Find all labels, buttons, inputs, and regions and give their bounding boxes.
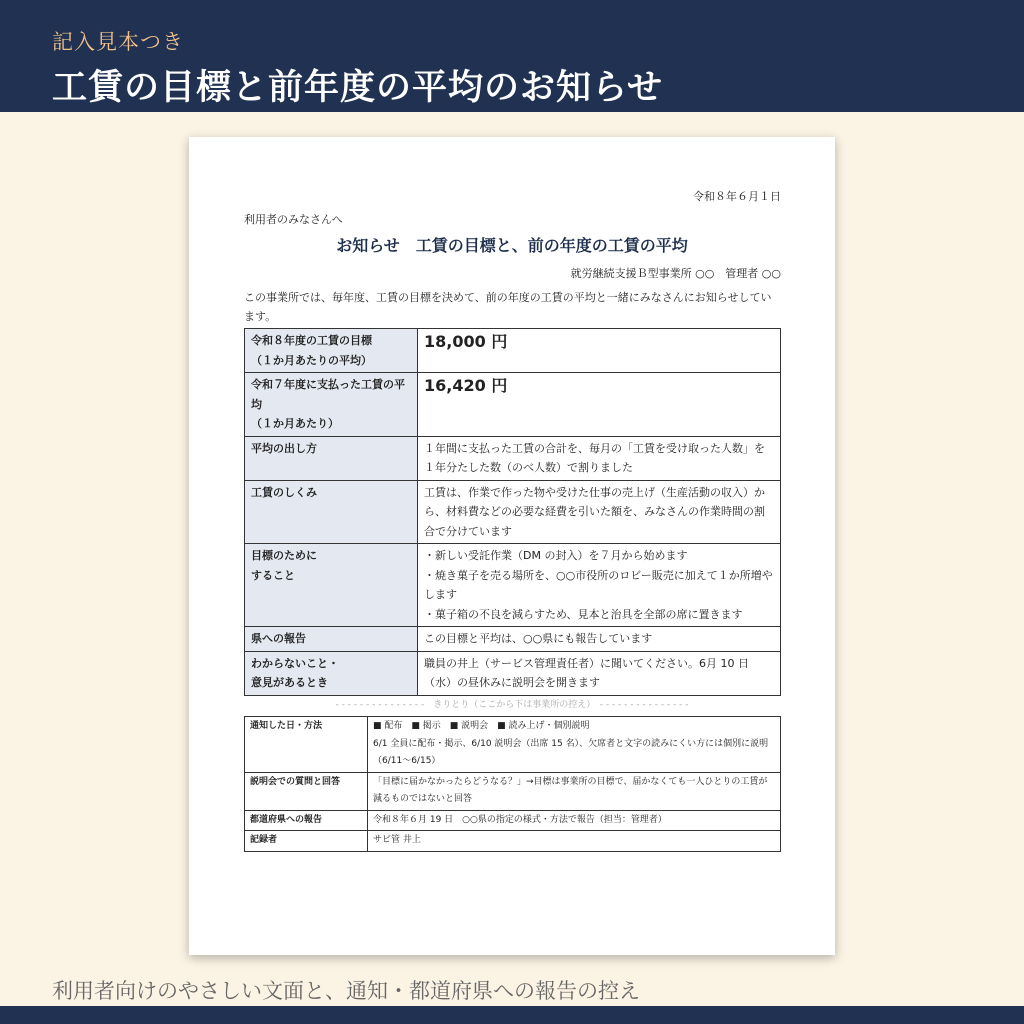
record-row (245, 717, 781, 773)
cell-line: 目標のために (251, 549, 317, 562)
row-value (418, 436, 781, 480)
record-value (368, 831, 781, 852)
row-label (245, 329, 418, 373)
cell-line: 6/1 全員に配布・掲示、6/10 説明会（出席 15 名）、欠席者と文字の読みにくい方には個別に説明（6/11〜6/15） (373, 738, 769, 766)
cell-line: すること (251, 568, 295, 582)
record-label: 通知した日・方法 (245, 717, 368, 773)
notice-table (244, 328, 781, 696)
record-value (368, 810, 781, 831)
page-header (0, 0, 1024, 112)
row-value (418, 480, 781, 544)
record-label: 都道府県への報告 (245, 810, 368, 831)
page-subtitle: 記入見本つき (52, 30, 184, 54)
record-label: 記録者 (245, 831, 368, 852)
row-label (245, 627, 418, 652)
row-value (418, 627, 781, 652)
record-row (245, 810, 781, 831)
record-label: 説明会での質問と回答 (245, 772, 368, 810)
table-row (245, 329, 781, 373)
cell-line: ■ 配布 ■ 掲示 ■ 説明会 ■ 読み上げ・個別説明 (373, 721, 590, 731)
cell-line: ・菓子箱の不良を減らすため、見本と治具を全部の席に置きます (424, 607, 743, 621)
cell-line: 令和８年６月 19 日 ○○県の指定の様式・方法で報告（担当：管理者） (373, 814, 667, 825)
amount-value (418, 373, 781, 437)
cell-line: 令和７年度に支払った工賃の平均 (251, 378, 405, 411)
table-row (245, 436, 781, 480)
row-label (245, 436, 418, 480)
cell-line: ・新しい受託作業（DM の封入）を７月から始めます (424, 549, 688, 562)
cell-line: サビ管 井上 (373, 835, 421, 845)
document-sender: 就労継続支援Ｂ型事業所 ○○ 管理者 ○○ (570, 267, 781, 280)
document-title: お知らせ 工賃の目標と、前の年度の工賃の平均 (336, 236, 688, 255)
table-row (245, 544, 781, 627)
page-title: 工賃の目標と前年度の平均のお知らせ (52, 68, 663, 108)
row-value (418, 544, 781, 627)
cell-line: 意見があるとき (251, 676, 328, 689)
row-label (245, 373, 418, 437)
cell-line: 16,420 円 (424, 376, 508, 395)
cell-line: わからないこと・ (251, 656, 339, 670)
table-row (245, 627, 781, 652)
document-date: 令和８年６月１日 (693, 190, 781, 203)
record-value (368, 717, 781, 773)
cell-line: 工賃は、作業で作った物や受けた仕事の売上げ（生産活動の収入）から、材料費などの必要な経費を引いた額を、みなさんの作業時間の割合で分けています (424, 485, 765, 538)
cut-line: - - - - - - - - - - - - - - - きりとり（ここから下は事業所の控え） - - - - - - - - - - - - - - - (335, 700, 689, 710)
record-row (245, 772, 781, 810)
footer-caption: 利用者向けのやさしい文面と、通知・都道府県への報告の控え (52, 979, 640, 1003)
cell-line: 県への報告 (251, 632, 306, 645)
table-row (245, 651, 781, 695)
cell-line: 工賃のしくみ (251, 485, 317, 499)
amount-value (418, 329, 781, 373)
record-value (368, 772, 781, 810)
document-addressee: 利用者のみなさんへ (244, 213, 343, 226)
row-label (245, 480, 418, 544)
cell-line: 18,000 円 (424, 332, 508, 351)
record-table (244, 716, 781, 852)
row-value (418, 651, 781, 695)
footer-bar (0, 1006, 1024, 1024)
cell-line: 令和８年度の工賃の目標 (251, 334, 372, 347)
record-row (245, 831, 781, 852)
table-row (245, 480, 781, 544)
cell-line: 「目標に届かなかったらどうなる？」→目標は事業所の目標で、届かなくても一人ひとりの工賃が減るものではないと回答 (373, 776, 768, 804)
document-intro: この事業所では、毎年度、工賃の目標を決めて、前の年度の工賃の平均と一緒にみなさんにお知らせしています。 (244, 291, 772, 323)
cell-line: （１か月あたりの平均） (251, 353, 372, 367)
row-label (245, 544, 418, 627)
cell-line: 職員の井上（サービス管理責任者）に聞いてください。6月 10 日（水）の昼休みに説明会を開きます (424, 656, 749, 689)
cell-line: ・焼き菓子を売る場所を、○○市役所のロビー販売に加えて１か所増やします (424, 568, 773, 601)
cell-line: １年間に支払った工賃の合計を、毎月の「工賃を受け取った人数」を１年分たした数（のべ人数）で割りました (424, 441, 765, 474)
cell-line: この目標と平均は、○○県にも報告しています (424, 632, 653, 645)
cell-line: （１か月あたり） (251, 417, 339, 430)
notice-document (189, 137, 835, 955)
cell-line: 平均の出し方 (251, 441, 317, 455)
row-label (245, 651, 418, 695)
table-row (245, 373, 781, 437)
